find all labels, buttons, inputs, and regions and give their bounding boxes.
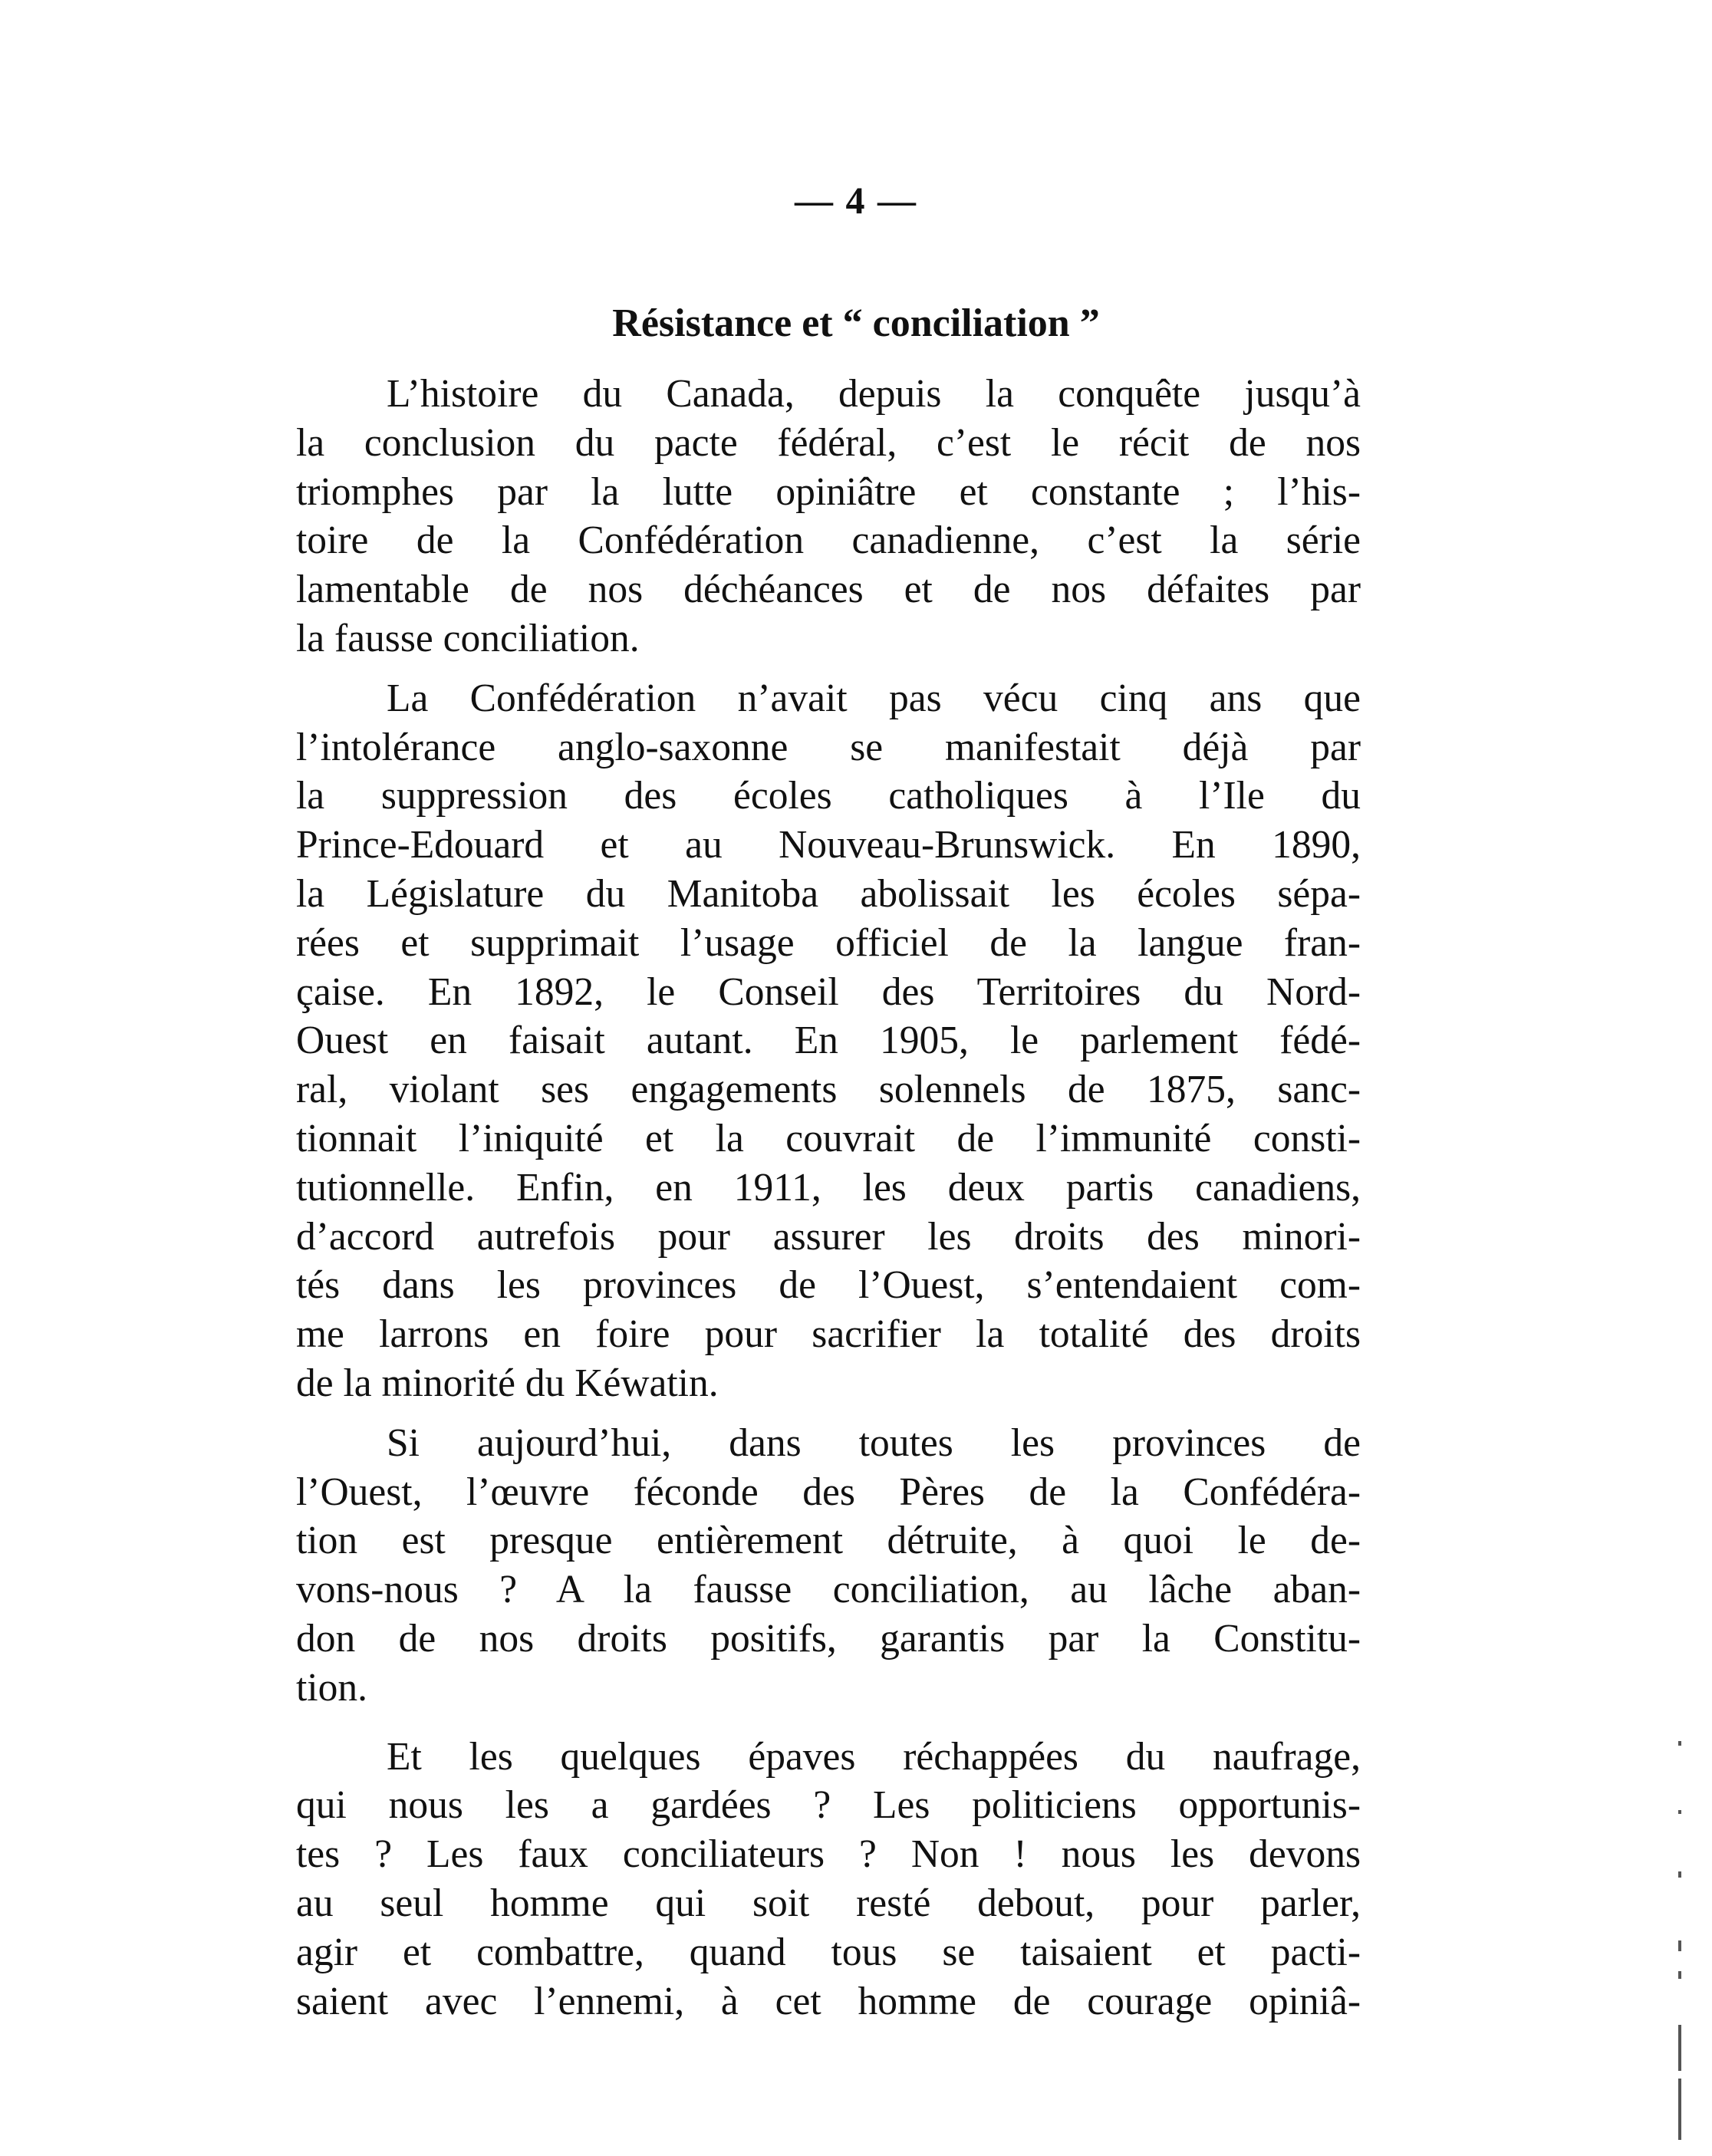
text-line: la Législature du Manitoba abolissait les écoles sépa- — [296, 871, 1361, 916]
scan-speck — [1678, 2025, 1681, 2071]
text-line: d’accord autrefois pour assurer les droits des minori- — [296, 1214, 1361, 1259]
text-line: agir et combattre, quand tous se taisaient et pacti- — [296, 1930, 1361, 1974]
text-line: toire de la Confédération canadienne, c’est la série — [296, 518, 1361, 563]
scan-speck — [1678, 1940, 1681, 1951]
text-line: çaise. En 1892, le Conseil des Territoires du Nord- — [296, 969, 1361, 1014]
text-line: la fausse conciliation. — [296, 616, 640, 660]
text-line: tutionnelle. Enfin, en 1911, les deux partis canadiens, — [296, 1165, 1361, 1210]
text-line: La Confédération n’avait pas vécu cinq ans que — [387, 676, 1361, 720]
text-line: l’intolérance anglo-saxonne se manifestait déjà par — [296, 725, 1361, 769]
text-line: ral, violant ses engagements solennels de 1875, sanc- — [296, 1068, 1361, 1112]
scan-speck — [1678, 1871, 1681, 1878]
text-line: triomphes par la lutte opiniâtre et constante ; l’his- — [296, 469, 1361, 514]
text-line: Si aujourd’hui, dans toutes les provinces de — [387, 1420, 1361, 1465]
scan-speck — [1678, 2079, 1681, 2140]
text-line: rées et supprimait l’usage officiel de la langue fran- — [296, 920, 1361, 965]
text-line: la conclusion du pacte fédéral, c’est le récit de nos — [296, 420, 1361, 465]
text-line: tion est presque entièrement détruite, à quoi le de- — [296, 1519, 1361, 1563]
text-line: vons-nous ? A la fausse conciliation, au lâche aban- — [296, 1568, 1361, 1612]
text-line: tion. — [296, 1665, 367, 1710]
text-line: qui nous les a gardées ? Les politiciens opportunis- — [296, 1783, 1361, 1828]
text-line: Prince-Edouard et au Nouveau-Brunswick. En 1890, — [296, 823, 1361, 867]
paragraph-2 — [296, 674, 1361, 1408]
text-line: don de nos droits positifs, garantis par la Constitu- — [296, 1616, 1361, 1661]
paragraph-3 — [296, 1419, 1361, 1713]
body-text — [296, 370, 1361, 2026]
text-line: tés dans les provinces de l’Ouest, s’entendaient com- — [296, 1263, 1361, 1308]
scan-speck — [1678, 1971, 1681, 1979]
text-line: me larrons en foire pour sacrifier la totalité des droits — [296, 1312, 1361, 1357]
scan-speck — [1678, 1810, 1681, 1814]
text-line: L’histoire du Canada, depuis la conquête jusqu’à — [387, 372, 1361, 416]
paragraph-4 — [296, 1733, 1361, 2026]
text-line: Et les quelques épaves réchappées du naufrage, — [387, 1734, 1361, 1779]
scan-speck — [1678, 1741, 1681, 1746]
paragraph-1 — [296, 370, 1361, 663]
scan-edge-noise — [1678, 1718, 1697, 2148]
text-line: Ouest en faisait autant. En 1905, le parlement fédé- — [296, 1019, 1361, 1063]
text-line: tionnait l’iniquité et la couvrait de l’immunité consti- — [296, 1116, 1361, 1160]
text-line: la suppression des écoles catholiques à l’Ile du — [296, 774, 1361, 818]
text-line: saient avec l’ennemi, à cet homme de courage opiniâ- — [296, 1979, 1361, 2023]
text-line: de la minorité du Kéwatin. — [296, 1361, 719, 1405]
page-number: — 4 — — [795, 179, 917, 222]
section-title: Résistance et “ conciliation ” — [612, 301, 1100, 345]
text-line: l’Ouest, l’œuvre féconde des Pères de la Confédéra- — [296, 1470, 1361, 1514]
text-line: lamentable de nos déchéances et de nos défaites par — [296, 568, 1361, 612]
text-line: tes ? Les faux conciliateurs ? Non ! nous les devons — [296, 1832, 1361, 1877]
text-line: au seul homme qui soit resté debout, pour parler, — [296, 1881, 1361, 1925]
